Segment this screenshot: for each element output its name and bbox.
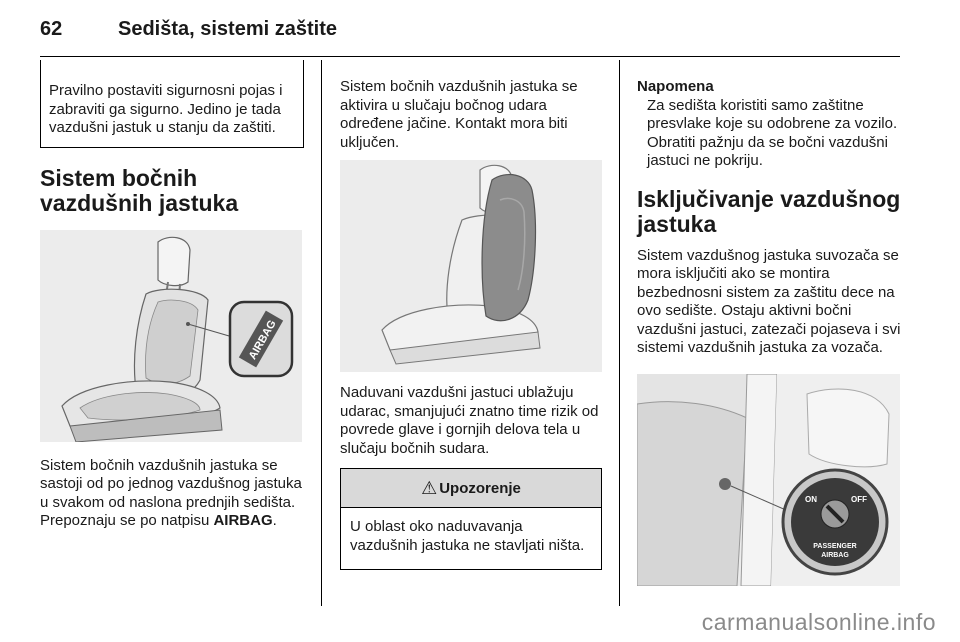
airbag-tag-text: AIRBAG	[246, 317, 279, 362]
watermark: carmanualsonline.info	[701, 609, 936, 635]
airbag-deactivation-heading: Isključivanje vazdušnog jastuka	[637, 185, 901, 237]
column-3	[637, 60, 902, 586]
side-airbag-heading: Sistem bočnih vazdušnih jastuka	[40, 164, 239, 216]
airbag-switch-figure	[637, 374, 900, 586]
switch-on-label: ON	[805, 494, 817, 504]
seat-airbag-label-figure	[40, 230, 302, 442]
header-rule	[40, 56, 900, 57]
protection-text: Naduvani vazdušni jastuci ublažuju udarac, smanjujući znatno time rizik od povrede glave i gornjih delova tela u slučaju bočnih sudara.	[340, 384, 599, 457]
page-title: Sedišta, sistemi zaštite	[118, 18, 337, 40]
column-2	[340, 60, 602, 570]
inflated-airbag-figure	[340, 160, 602, 372]
switch-passenger-label: PASSENGER	[813, 542, 857, 550]
warning-text: U oblast oko naduvavanja vazdušnih jastuka ne stavljati ništa.	[350, 518, 585, 554]
page-number: 62	[40, 18, 63, 40]
page-header	[40, 18, 337, 41]
note-title: Napomena	[637, 78, 714, 95]
switch-off-label: OFF	[851, 494, 867, 504]
switch-airbag-label: AIRBAG	[821, 551, 849, 559]
deactivation-text: Sistem vazdušnog jastuka suvozača se mora isključiti ako se montira bezbednosni sistem za zaštitu dece na ovo sedište. Ostaju aktivni bočni vazdušni jastuci, zatezači pojaseva i svi sistemi vazdušnih jastuka za vozača.	[637, 246, 901, 356]
warning-body	[341, 508, 601, 569]
column-separator-1	[321, 60, 322, 606]
side-airbag-description: Sistem bočnih vazdušnih jastuka se sastoji od po jednog vazdušnog jastuka u svakom od naslona prednjih sedišta. Prepoznaju se po natpisu AIRBAG.	[40, 456, 302, 529]
warning-header	[341, 469, 601, 508]
airbag-keyword: AIRBAG	[213, 512, 273, 529]
note-text: Za sedišta koristiti samo zaštitne presvlake koje su odobrene za vozilo. Obratiti pažnju da se bočni vazdušni jastuci ne pokriju.	[647, 96, 898, 169]
warning-triangle-icon: ⚠	[421, 478, 438, 498]
seat-illustration	[40, 230, 302, 442]
activation-text: Sistem bočnih vazdušnih jastuka se aktivira u slučaju bočnog udara određene jačine. Kontakt mora biti uključen.	[340, 78, 578, 151]
warning-title: Upozorenje	[439, 480, 521, 497]
column-1	[40, 60, 304, 531]
notice-text: Pravilno postaviti sigurnosni pojas i zabraviti ga sigurno. Jedino je tada vazdušni jastuk u stanju da zaštiti.	[49, 82, 283, 136]
warning-box	[340, 468, 602, 570]
column-separator-2	[619, 60, 620, 606]
dashboard-switch-illustration	[637, 374, 900, 586]
seat-with-airbag-illustration	[340, 160, 602, 372]
notice-box	[40, 60, 304, 148]
